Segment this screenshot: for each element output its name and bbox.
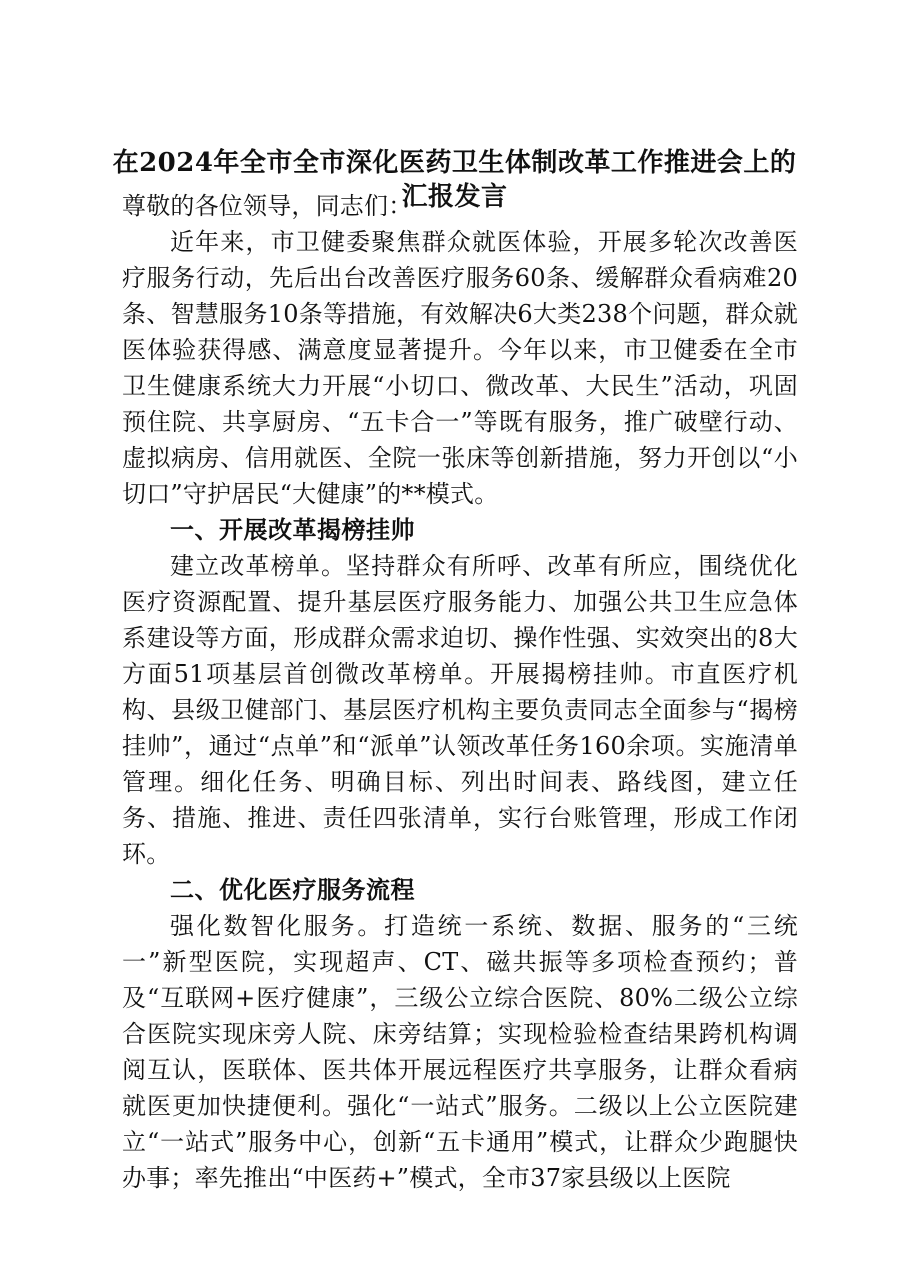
section-heading-1: 一、开展改革揭榜挂帅 xyxy=(170,516,415,544)
section-heading-2: 二、优化医疗服务流程 xyxy=(170,876,415,904)
salutation: 尊敬的各位领导，同志们： xyxy=(122,192,413,220)
section-paragraph-1: 建立改革榜单。坚持群众有所呼、改革有所应，围绕优化医疗资源配置、提升基层医疗服务能力、加强公共卫生应急体系建设等方面，形成群众需求迫切、操作性强、实效突出的8大方面51项基层首创微改革榜单。开展揭榜挂帅。市直医疗机构、县级卫健部门、基层医疗机构主要负责同志全面参与“揭榜挂帅”，通过“点单”和“派单”认领改革任务160余项。实施清单管理。细化任务、明确目标、列出时间表、路线图，建立任务、措施、推进、责任四张清单，实行台账管理，形成工作闭环。 xyxy=(122,552,798,868)
intro-paragraph: 近年来，市卫健委聚焦群众就医体验，开展多轮次改善医疗服务行动，先后出台改善医疗服务60条、缓解群众看病难20条、智慧服务10条等措施，有效解决6大类238个问题，群众就医体验获得感、满意度显著提升。今年以来，市卫健委在全市卫生健康系统大力开展“小切口、微改革、大民生”活动，巩固预住院、共享厨房、“五卡合一”等既有服务，推广破壁行动、虚拟病房、信用就医、全院一张床等创新措施，努力开创以“小切口”守护居民“大健康”的**模式。 xyxy=(122,228,798,508)
document-body xyxy=(122,188,798,1196)
section-paragraph-2: 强化数智化服务。打造统一系统、数据、服务的“三统一”新型医院，实现超声、CT、磁共振等多项检查预约；普及“互联网+医疗健康”，三级公立综合医院、80%二级公立综合医院实现床旁人院、床旁结算；实现检验检查结果跨机构调阅互认，医联体、医共体开展远程医疗共享服务，让群众看病就医更加快捷便利。强化“一站式”服务。二级以上公立医院建立“一站式”服务中心，创新“五卡通用”模式，让群众少跑腿快办事；率先推出“中医药+”模式，全市37家县级以上医院 xyxy=(122,912,798,1192)
document-title: 在2024年全市全市深化医药卫生体制改革工作推进会上的汇报发言 xyxy=(112,148,797,212)
